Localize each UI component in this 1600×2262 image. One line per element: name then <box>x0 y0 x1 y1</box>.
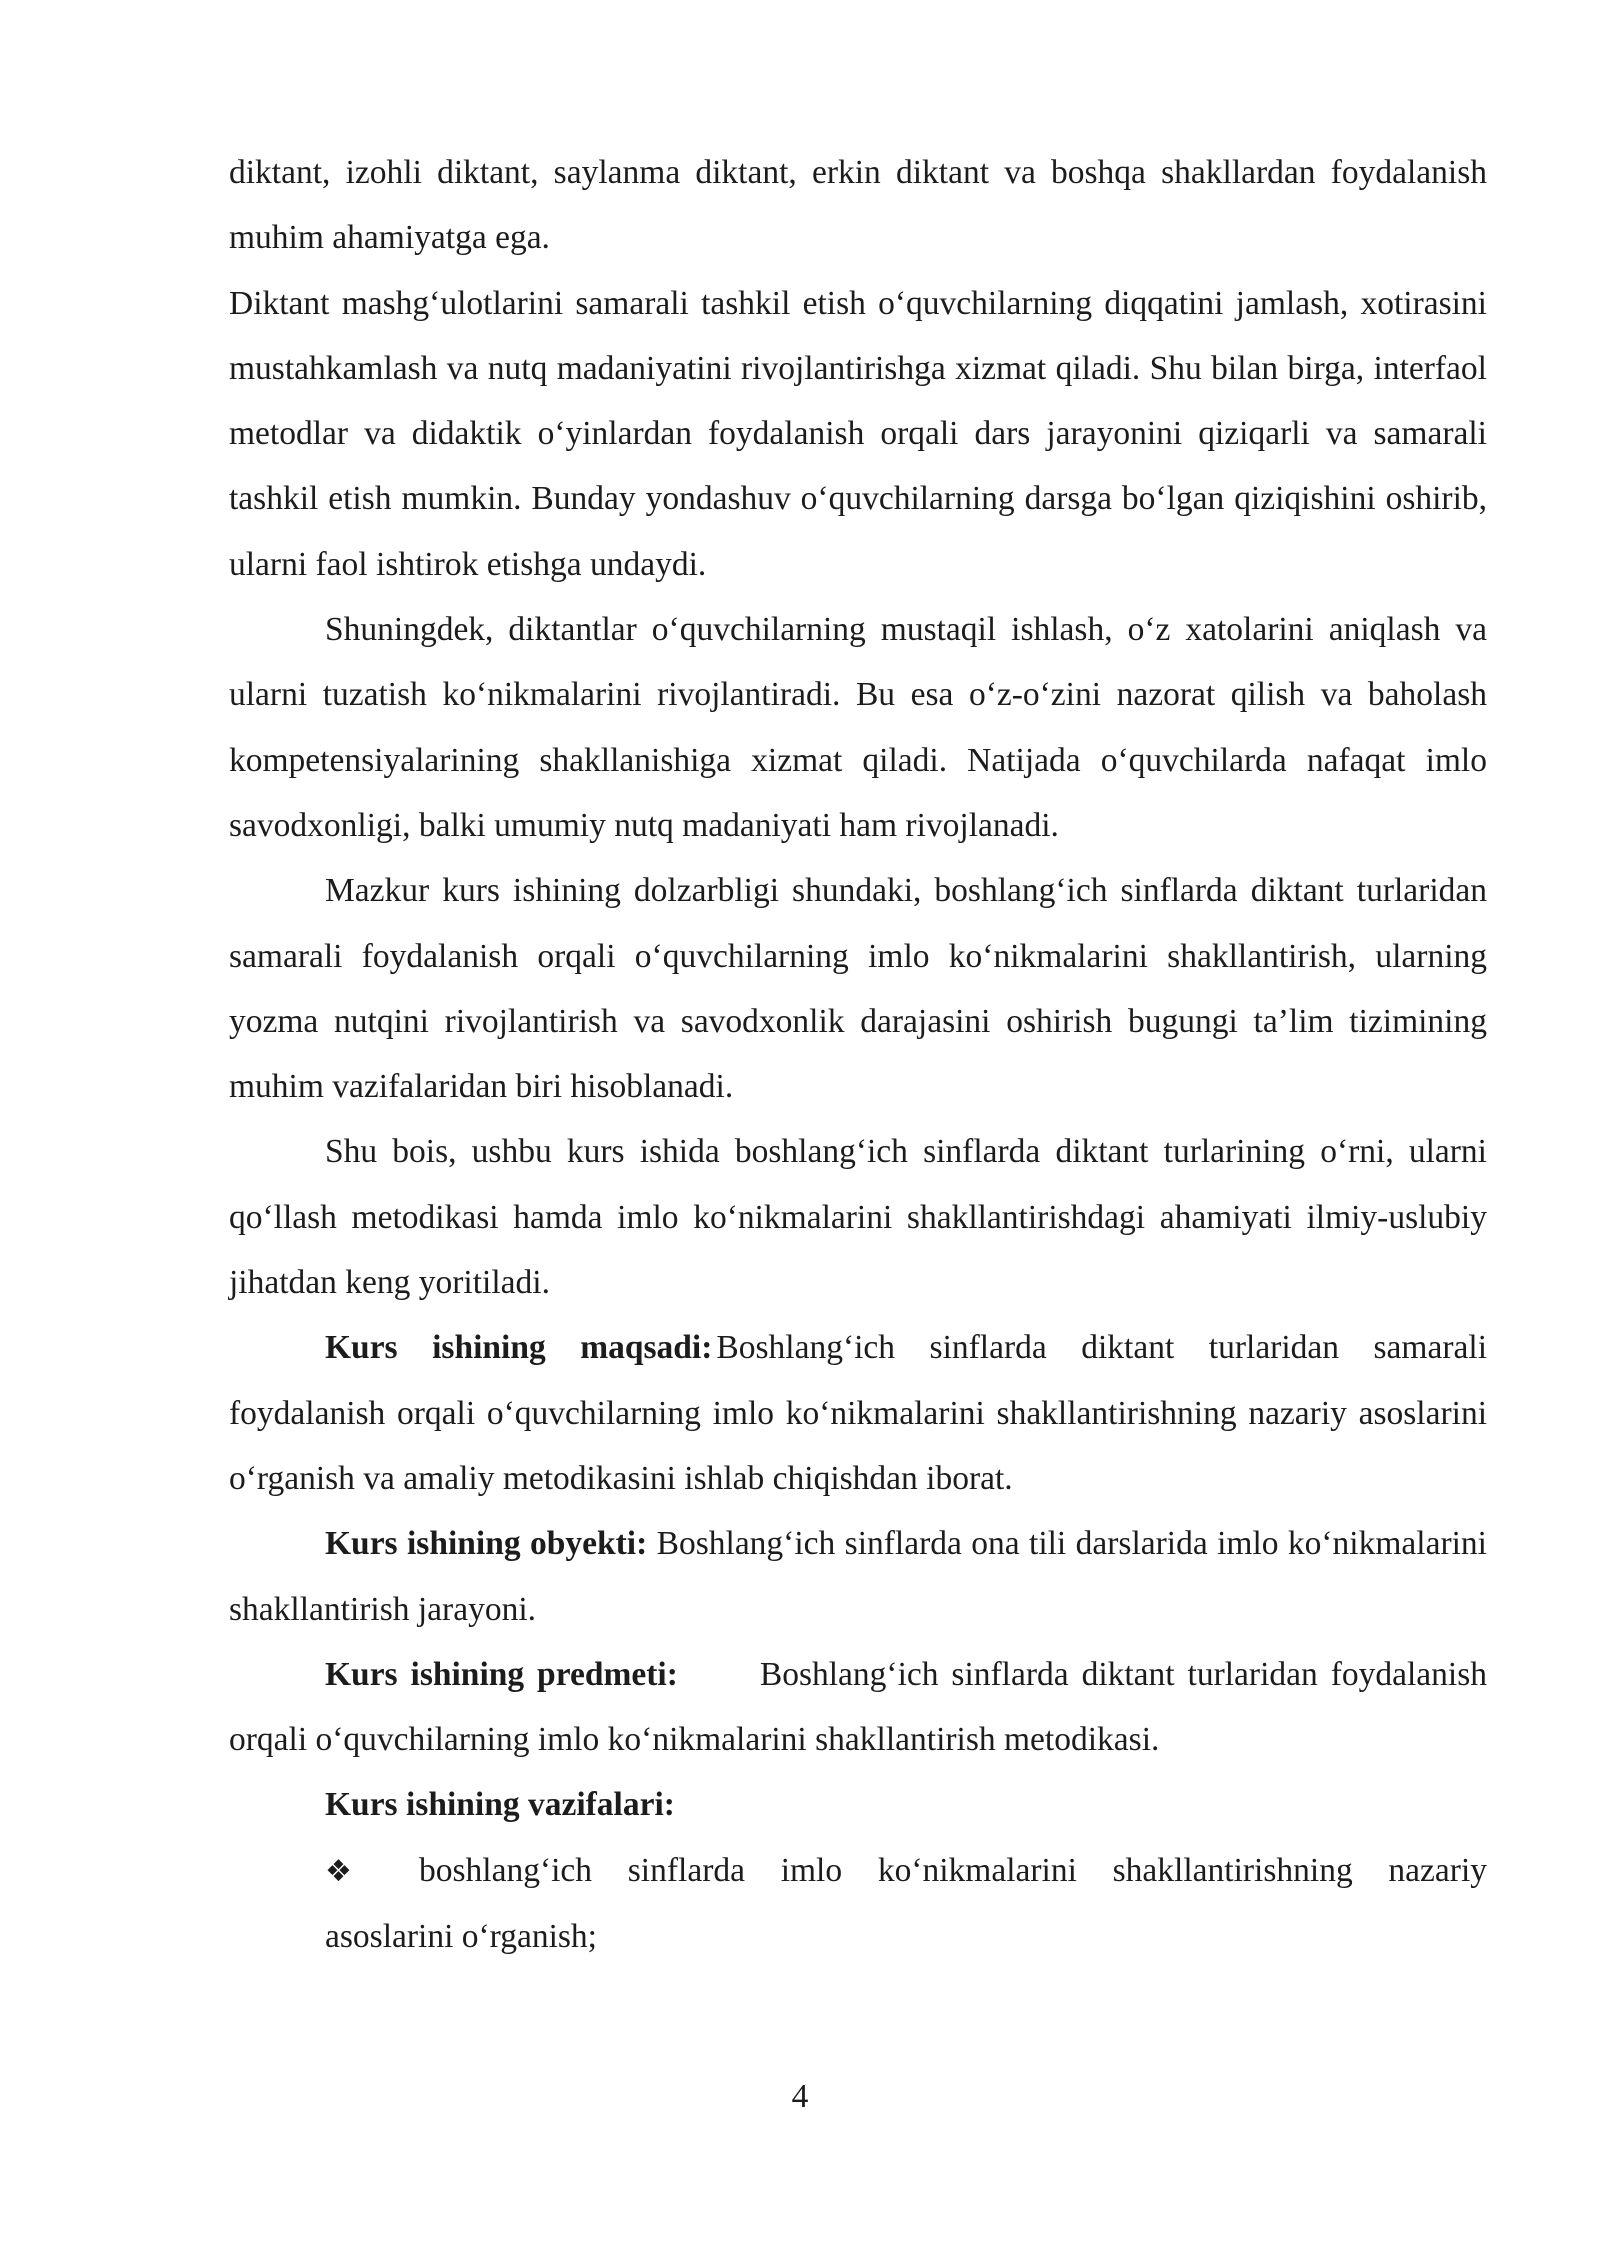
section-subject-label: Kurs ishining predmeti: <box>325 1655 678 1693</box>
diamond-bullet-icon: ❖ <box>325 1853 352 1889</box>
section-subject <box>229 1642 1487 1773</box>
section-object-label: Kurs ishining obyekti: <box>325 1525 648 1563</box>
page-number: 4 <box>791 2078 809 2115</box>
paragraph-independent-work: Shuningdek, diktantlar o‘quvchilarning mustaqil ishlash, o‘z xatolarini aniqlash va ularni tuzatish ko‘nikmalarini rivojlantiradi. Bu esa o‘z-o‘zini nazorat qilish va baholash kompetensiyalarining shakllanishiga xizmat qiladi. Natijada o‘quvchilarda nafaqat imlo savodxonligi, balki umumiy nutq madaniyati ham rivojlanadi. <box>229 611 1487 844</box>
section-object <box>229 1511 1487 1642</box>
section-goal-text: Boshlang‘ich sinflarda diktant turlaridan samarali foydalanish orqali o‘quvchilarning imlo ko‘nikmalarini shakllantirishning nazariy asoslarini o‘rganish va amaliy metodikasini ishlab chiqishdan iborat. <box>229 1329 1487 1497</box>
paragraph-relevance: Mazkur kurs ishining dolzarbligi shundaki, boshlang‘ich sinflarda diktant turlaridan samarali foydalanish orqali o‘quvchilarning imlo ko‘nikmalarini shakllantirish, ularning yozma nutqini rivojlantirish va savodxonlik darajasini oshirish bugungi ta’lim tizimining muhim vazifalaridan biri hisoblanadi. <box>229 872 1487 1106</box>
paragraph-course-scope: Shu bois, ushbu kurs ishida boshlang‘ich sinflarda diktant turlarining o‘rni, ularni qo‘llash metodikasi hamda imlo ko‘nikmalarini shakllantirishdagi ahamiyati ilmiy-uslubiy jihatdan keng yoritiladi. <box>229 1133 1487 1302</box>
paragraph-intro-continuation: diktant, izohli diktant, saylanma diktant, erkin diktant va boshqa shakllardan foydalanish muhim ahamiyatga ega. <box>229 154 1487 257</box>
section-goal <box>229 1315 1487 1511</box>
document-page <box>229 140 1487 1969</box>
task-list-item <box>325 1838 1487 1970</box>
task-list-item-text: boshlang‘ich sinflarda imlo ko‘nikmalarini shakllantirishning nazariy asoslarini o‘rganish; <box>325 1851 1487 1956</box>
section-subject-text: Boshlang‘ich sinflarda diktant turlaridan foydalanish orqali o‘quvchilarning imlo ko‘nikmalarini shakllantirish metodikasi. <box>229 1655 1487 1759</box>
section-tasks <box>229 1772 1487 1837</box>
section-goal-label: Kurs ishining maqsadi: <box>325 1329 713 1367</box>
section-object-text: Boshlang‘ich sinflarda ona tili darslarida imlo ko‘nikmalarini shakllantirish jarayoni. <box>229 1525 1487 1628</box>
section-tasks-label: Kurs ishining vazifalari: <box>325 1786 675 1824</box>
paragraph-dictation-organization: Diktant mashg‘ulotlarini samarali tashkil etish o‘quvchilarning diqqatini jamlash, xotirasini mustahkamlash va nutq madaniyatini rivojlantirishga xizmat qiladi. Shu bilan birga, interfaol metodlar va didaktik o‘yinlardan foydalanish orqali dars jarayonini qiziqarli va samarali tashkil etish mumkin. Bunday yondashuv o‘quvchilarning darsga bo‘lgan qiziqishini oshirib, ularni faol ishtirok etishga undaydi. <box>229 284 1487 583</box>
